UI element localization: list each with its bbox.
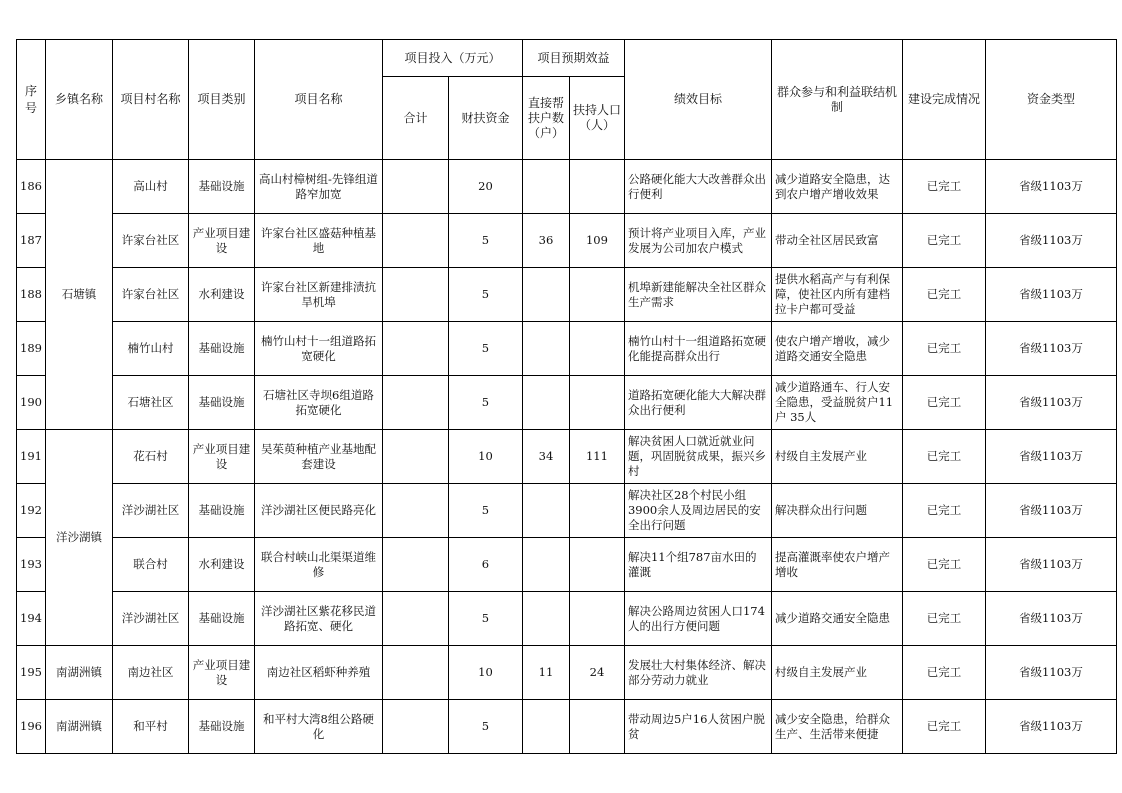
- cell-status: 已完工: [902, 160, 985, 214]
- table-row: [17, 214, 1117, 268]
- cell-goal: 带动周边5户16人贫困户脱贫: [624, 700, 771, 754]
- cell-category: 产业项目建设: [188, 646, 254, 700]
- cell-households: [522, 376, 569, 430]
- cell-goal: 发展壮大村集体经济、解决部分劳动力就业: [624, 646, 771, 700]
- table-row: [17, 160, 1117, 214]
- cell-village: 楠竹山村: [112, 322, 188, 376]
- table-row: [17, 592, 1117, 646]
- table-row: [17, 322, 1117, 376]
- cell-fund-type: 省级1103万: [985, 430, 1116, 484]
- header-investment: 项目投入（万元）: [382, 40, 522, 77]
- header-benefit: 项目预期效益: [522, 40, 624, 77]
- cell-mechanism: 使农户增产增收，减少道路交通安全隐患: [771, 322, 902, 376]
- cell-mechanism: 提高灌溉率使农户增产增收: [771, 538, 902, 592]
- cell-total: [382, 484, 448, 538]
- cell-people: [569, 592, 624, 646]
- cell-project: 高山村樟树组-先锋组道路窄加宽: [254, 160, 382, 214]
- table-row: [17, 700, 1117, 754]
- cell-mechanism: 带动全社区居民致富: [771, 214, 902, 268]
- cell-category: 基础设施: [188, 484, 254, 538]
- cell-people: 24: [569, 646, 624, 700]
- cell-households: [522, 160, 569, 214]
- cell-village: 洋沙湖社区: [112, 484, 188, 538]
- cell-seq: 191: [17, 430, 46, 484]
- cell-village: 石塘社区: [112, 376, 188, 430]
- cell-town-group: 石塘镇: [45, 160, 112, 430]
- header-seq: 序号: [17, 40, 46, 160]
- cell-mechanism: 村级自主发展产业: [771, 646, 902, 700]
- cell-people: 111: [569, 430, 624, 484]
- cell-project: 联合村峡山北渠渠道维修: [254, 538, 382, 592]
- cell-fiscal: 5: [448, 322, 522, 376]
- cell-goal: 解决公路周边贫困人口174人的出行方便问题: [624, 592, 771, 646]
- cell-total: [382, 646, 448, 700]
- cell-mechanism: 减少道路通车、行人安全隐患，受益脱贫户11户 35人: [771, 376, 902, 430]
- cell-total: [382, 430, 448, 484]
- header-people: 扶持人口（人）: [569, 77, 624, 160]
- cell-households: [522, 484, 569, 538]
- cell-mechanism: 提供水稻高产与有利保障，使社区内所有建档拉卡户都可受益: [771, 268, 902, 322]
- cell-households: 36: [522, 214, 569, 268]
- table-body: [17, 160, 1117, 754]
- header-town: 乡镇名称: [45, 40, 112, 160]
- cell-households: [522, 538, 569, 592]
- cell-project: 洋沙湖社区便民路亮化: [254, 484, 382, 538]
- cell-fund-type: 省级1103万: [985, 268, 1116, 322]
- cell-seq: 194: [17, 592, 46, 646]
- cell-households: [522, 700, 569, 754]
- cell-village: 许家台社区: [112, 268, 188, 322]
- cell-seq: 193: [17, 538, 46, 592]
- cell-town: 南湖洲镇: [45, 646, 112, 700]
- cell-mechanism: 减少安全隐患，给群众生产、生活带来便捷: [771, 700, 902, 754]
- cell-total: [382, 268, 448, 322]
- header-category: 项目类别: [188, 40, 254, 160]
- cell-project: 楠竹山村十一组道路拓宽硬化: [254, 322, 382, 376]
- cell-goal: 解决11个组787亩水田的灌溉: [624, 538, 771, 592]
- cell-status: 已完工: [902, 430, 985, 484]
- table-row: [17, 430, 1117, 484]
- cell-goal: 预计将产业项目入库，产业发展为公司加农户模式: [624, 214, 771, 268]
- cell-village: 花石村: [112, 430, 188, 484]
- cell-status: 已完工: [902, 592, 985, 646]
- cell-goal: 道路拓宽硬化能大大解决群众出行便利: [624, 376, 771, 430]
- cell-people: [569, 376, 624, 430]
- cell-category: 水利建设: [188, 268, 254, 322]
- cell-goal: 机埠新建能解决全社区群众生产需求: [624, 268, 771, 322]
- header-project: 项目名称: [254, 40, 382, 160]
- cell-status: 已完工: [902, 322, 985, 376]
- cell-people: [569, 322, 624, 376]
- cell-mechanism: 减少道路安全隐患，达到农户增产增收效果: [771, 160, 902, 214]
- header-village: 项目村名称: [112, 40, 188, 160]
- cell-category: 水利建设: [188, 538, 254, 592]
- table-row: [17, 538, 1117, 592]
- cell-seq: 188: [17, 268, 46, 322]
- cell-seq: 187: [17, 214, 46, 268]
- table-row: [17, 646, 1117, 700]
- cell-fund-type: 省级1103万: [985, 376, 1116, 430]
- cell-fiscal: 10: [448, 430, 522, 484]
- cell-households: [522, 322, 569, 376]
- cell-category: 基础设施: [188, 592, 254, 646]
- cell-seq: 196: [17, 700, 46, 754]
- cell-total: [382, 592, 448, 646]
- cell-seq: 195: [17, 646, 46, 700]
- cell-total: [382, 376, 448, 430]
- cell-seq: 190: [17, 376, 46, 430]
- cell-village: 洋沙湖社区: [112, 592, 188, 646]
- cell-goal: 解决社区28个村民小组3900余人及周边居民的安全出行问题: [624, 484, 771, 538]
- cell-fund-type: 省级1103万: [985, 214, 1116, 268]
- cell-category: 基础设施: [188, 160, 254, 214]
- cell-status: 已完工: [902, 214, 985, 268]
- cell-category: 基础设施: [188, 376, 254, 430]
- cell-status: 已完工: [902, 268, 985, 322]
- cell-fund-type: 省级1103万: [985, 646, 1116, 700]
- cell-project: 洋沙湖社区紫花移民道路拓宽、硬化: [254, 592, 382, 646]
- cell-project: 吴茱萸种植产业基地配套建设: [254, 430, 382, 484]
- cell-town-group: 洋沙湖镇: [45, 430, 112, 646]
- cell-village: 高山村: [112, 160, 188, 214]
- cell-mechanism: 村级自主发展产业: [771, 430, 902, 484]
- cell-status: 已完工: [902, 646, 985, 700]
- cell-households: 34: [522, 430, 569, 484]
- cell-fiscal: 5: [448, 592, 522, 646]
- cell-fund-type: 省级1103万: [985, 538, 1116, 592]
- cell-status: 已完工: [902, 700, 985, 754]
- cell-project: 和平村大湾8组公路硬化: [254, 700, 382, 754]
- header-goal: 绩效目标: [624, 40, 771, 160]
- cell-fiscal: 6: [448, 538, 522, 592]
- cell-people: [569, 538, 624, 592]
- cell-goal: 解决贫困人口就近就业问题，巩固脱贫成果，振兴乡村: [624, 430, 771, 484]
- header-fiscal: 财扶资金: [448, 77, 522, 160]
- cell-goal: 楠竹山村十一组道路拓宽硬化能提高群众出行: [624, 322, 771, 376]
- cell-category: 基础设施: [188, 322, 254, 376]
- cell-total: [382, 700, 448, 754]
- cell-status: 已完工: [902, 484, 985, 538]
- cell-people: [569, 484, 624, 538]
- table-row: [17, 268, 1117, 322]
- cell-village: 联合村: [112, 538, 188, 592]
- cell-village: 许家台社区: [112, 214, 188, 268]
- cell-category: 产业项目建设: [188, 214, 254, 268]
- cell-status: 已完工: [902, 538, 985, 592]
- cell-fund-type: 省级1103万: [985, 592, 1116, 646]
- cell-people: [569, 268, 624, 322]
- header-fund-type: 资金类型: [985, 40, 1116, 160]
- cell-total: [382, 160, 448, 214]
- cell-seq: 189: [17, 322, 46, 376]
- cell-fund-type: 省级1103万: [985, 700, 1116, 754]
- cell-households: 11: [522, 646, 569, 700]
- cell-people: 109: [569, 214, 624, 268]
- cell-fiscal: 5: [448, 376, 522, 430]
- cell-village: 南边社区: [112, 646, 188, 700]
- cell-mechanism: 解决群众出行问题: [771, 484, 902, 538]
- cell-fiscal: 5: [448, 268, 522, 322]
- cell-households: [522, 592, 569, 646]
- cell-fund-type: 省级1103万: [985, 322, 1116, 376]
- cell-seq: 186: [17, 160, 46, 214]
- cell-fiscal: 5: [448, 484, 522, 538]
- cell-fiscal: 5: [448, 214, 522, 268]
- cell-goal: 公路硬化能大大改善群众出行便利: [624, 160, 771, 214]
- cell-fiscal: 20: [448, 160, 522, 214]
- table-row: [17, 376, 1117, 430]
- cell-seq: 192: [17, 484, 46, 538]
- cell-fiscal: 10: [448, 646, 522, 700]
- header-status: 建设完成情况: [902, 40, 985, 160]
- cell-people: [569, 700, 624, 754]
- cell-project: 南边社区稻虾种养殖: [254, 646, 382, 700]
- cell-town: 南湖洲镇: [45, 700, 112, 754]
- cell-total: [382, 214, 448, 268]
- cell-fund-type: 省级1103万: [985, 484, 1116, 538]
- cell-project: 石塘社区寺坝6组道路拓宽硬化: [254, 376, 382, 430]
- cell-households: [522, 268, 569, 322]
- cell-category: 产业项目建设: [188, 430, 254, 484]
- header-households: 直接帮扶户数（户）: [522, 77, 569, 160]
- cell-fiscal: 5: [448, 700, 522, 754]
- table-row: [17, 484, 1117, 538]
- header-mechanism: 群众参与和利益联结机制: [771, 40, 902, 160]
- cell-village: 和平村: [112, 700, 188, 754]
- cell-project: 许家台社区新建排渍抗旱机埠: [254, 268, 382, 322]
- project-table: [16, 39, 1117, 754]
- cell-total: [382, 322, 448, 376]
- cell-category: 基础设施: [188, 700, 254, 754]
- cell-people: [569, 160, 624, 214]
- cell-mechanism: 减少道路交通安全隐患: [771, 592, 902, 646]
- header-row-1: [17, 40, 1117, 77]
- header-total: 合计: [382, 77, 448, 160]
- cell-total: [382, 538, 448, 592]
- cell-project: 许家台社区盛菇种植基地: [254, 214, 382, 268]
- cell-fund-type: 省级1103万: [985, 160, 1116, 214]
- cell-status: 已完工: [902, 376, 985, 430]
